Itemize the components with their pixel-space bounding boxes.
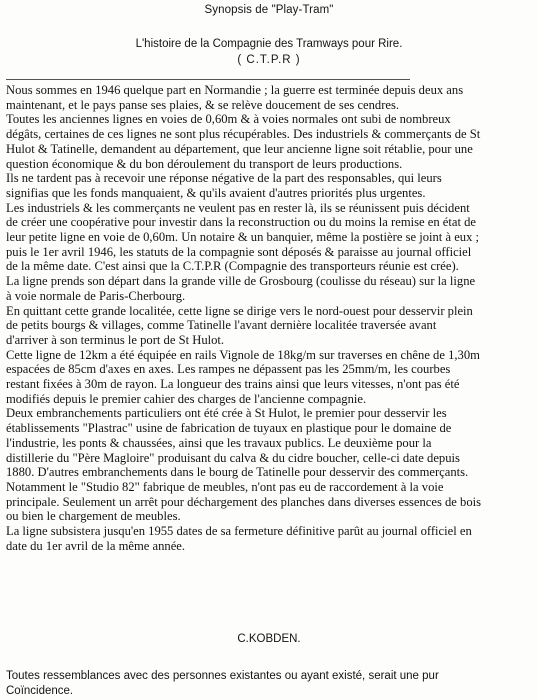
- body-line: En quittant cette grande localitée, cette ligne se dirige vers le nord-ouest pour desservir plein: [6, 303, 473, 318]
- disclaimer-line: Coïncidence.: [6, 685, 74, 697]
- body-line: à voie normale de Paris-Cherbourg.: [6, 288, 186, 303]
- body-line: Les industriels & les commerçants ne veulent pas en rester là, ils se réunissent puis décident: [6, 200, 470, 215]
- body-line: 1880. D'autres embranchements dans le bourg de Tatinelle pour desservir des commerçants.: [6, 465, 469, 480]
- author-signature: C.KOBDEN.: [237, 633, 301, 645]
- body-line: Notamment le "Studio 82" fabrique de meubles, n'ont pas eu de raccordement à la voie: [6, 479, 444, 494]
- synopsis-body: [6, 83, 534, 554]
- body-line: Cette ligne de 12km a été équipée en rails Vignole de 18kg/m sur traverses en chêne de 1,30m: [6, 347, 480, 362]
- body-line: d'arriver à son terminus le port de St Hulot.: [6, 332, 225, 347]
- body-line: de créer une coopérative pour investir dans la reconstruction ou du moins la remise en état de: [6, 215, 476, 230]
- body-line: dégâts, certaines de ces lignes ne sont plus récupérables. Des industriels & commerçants de St: [6, 127, 481, 142]
- disclaimer: [6, 669, 534, 699]
- body-line: établissements "Plastrac" usine de fabrication de tuyaux en plastique pour le domaine de: [6, 421, 452, 436]
- body-line: question économique & du bon déroulement du transport de leurs productions.: [6, 156, 403, 171]
- body-line: Hulot & Tatinelle, demandent au département, que leur ancienne ligne soit rétablie, pour une: [6, 141, 473, 156]
- body-line: puis le 1er avril 1946, les statuts de la compagnie sont déposés & paraisse au journal officiel: [6, 244, 472, 259]
- body-line: principale. Seulement un arrêt pour déchargement des planches dans diverses essences de bois: [6, 494, 482, 509]
- body-line: maintenant, et le pays panse ses plaies, & se relève doucement de ses cendres.: [6, 97, 400, 112]
- body-line: ou bien le chargement de meubles.: [6, 509, 181, 524]
- disclaimer-line: Toutes ressemblances avec des personnes existantes ou ayant existé, serait une pur: [6, 670, 439, 682]
- body-line: date du 1er avril de la même année.: [6, 538, 186, 553]
- body-line: leur petite ligne en voie de 0,60m. Un notaire & un banquier, même la postière se joint à eux ;: [6, 230, 480, 245]
- company-acronym: ( C.T.P.R ): [237, 54, 301, 66]
- title-divider: [6, 79, 410, 80]
- body-line: l'industrie, les ponts & chaussées, ainsi que les travaux publics. Le deuxième pour la: [6, 435, 432, 450]
- body-line: modifiés depuis le premier cahier des charges de l'ancienne compagnie.: [6, 391, 367, 406]
- body-line: Toutes les anciennes lignes en voies de 0,60m & à voies normales ont subi de nombreux: [6, 112, 451, 127]
- body-line: de la même date. C'est ainsi que la C.T.P.R (Compagnie des transporteurs réunie est crée).: [6, 259, 459, 274]
- body-line: restant fixées à 30m de rayon. La longueur des trains ainsi que leurs vitesses, n'ont pas été: [6, 377, 460, 392]
- body-line: espacées de 85cm d'axes en axes. Les rampes ne dépassent pas les 25mm/m, les courbes: [6, 362, 451, 377]
- body-line: Nous sommes en 1946 quelque part en Normandie ; la guerre est terminée depuis deux ans: [6, 83, 464, 97]
- body-line: distillerie du "Père Magloire" produisant du calva & du cidre boucher, celle-ci date depuis: [6, 450, 460, 465]
- body-line: Ils ne tardent pas à recevoir une réponse négative de la part des responsables, qui leurs: [6, 171, 442, 186]
- body-line: La ligne subsistera jusqu'en 1955 dates de sa fermeture définitive parût au journal officiel en: [6, 524, 472, 539]
- body-line: de petits bourgs & villages, comme Tatinelle l'avant dernière localitée traversée avant: [6, 318, 437, 333]
- body-line: Deux embranchements particuliers ont été crée à St Hulot, le premier pour desservir les: [6, 406, 447, 421]
- document-subtitle: L'histoire de la Compagnie des Tramways pour Rire.: [135, 38, 403, 50]
- document-title: Synopsis de "Play-Tram": [204, 4, 334, 16]
- body-line: signifias que les fonds manquaient, & qu'ils avaient d'autres priorités plus urgentes.: [6, 185, 426, 200]
- body-line: La ligne prends son départ dans la grande ville de Grosbourg (coulisse du réseau) sur la ligne: [6, 274, 476, 289]
